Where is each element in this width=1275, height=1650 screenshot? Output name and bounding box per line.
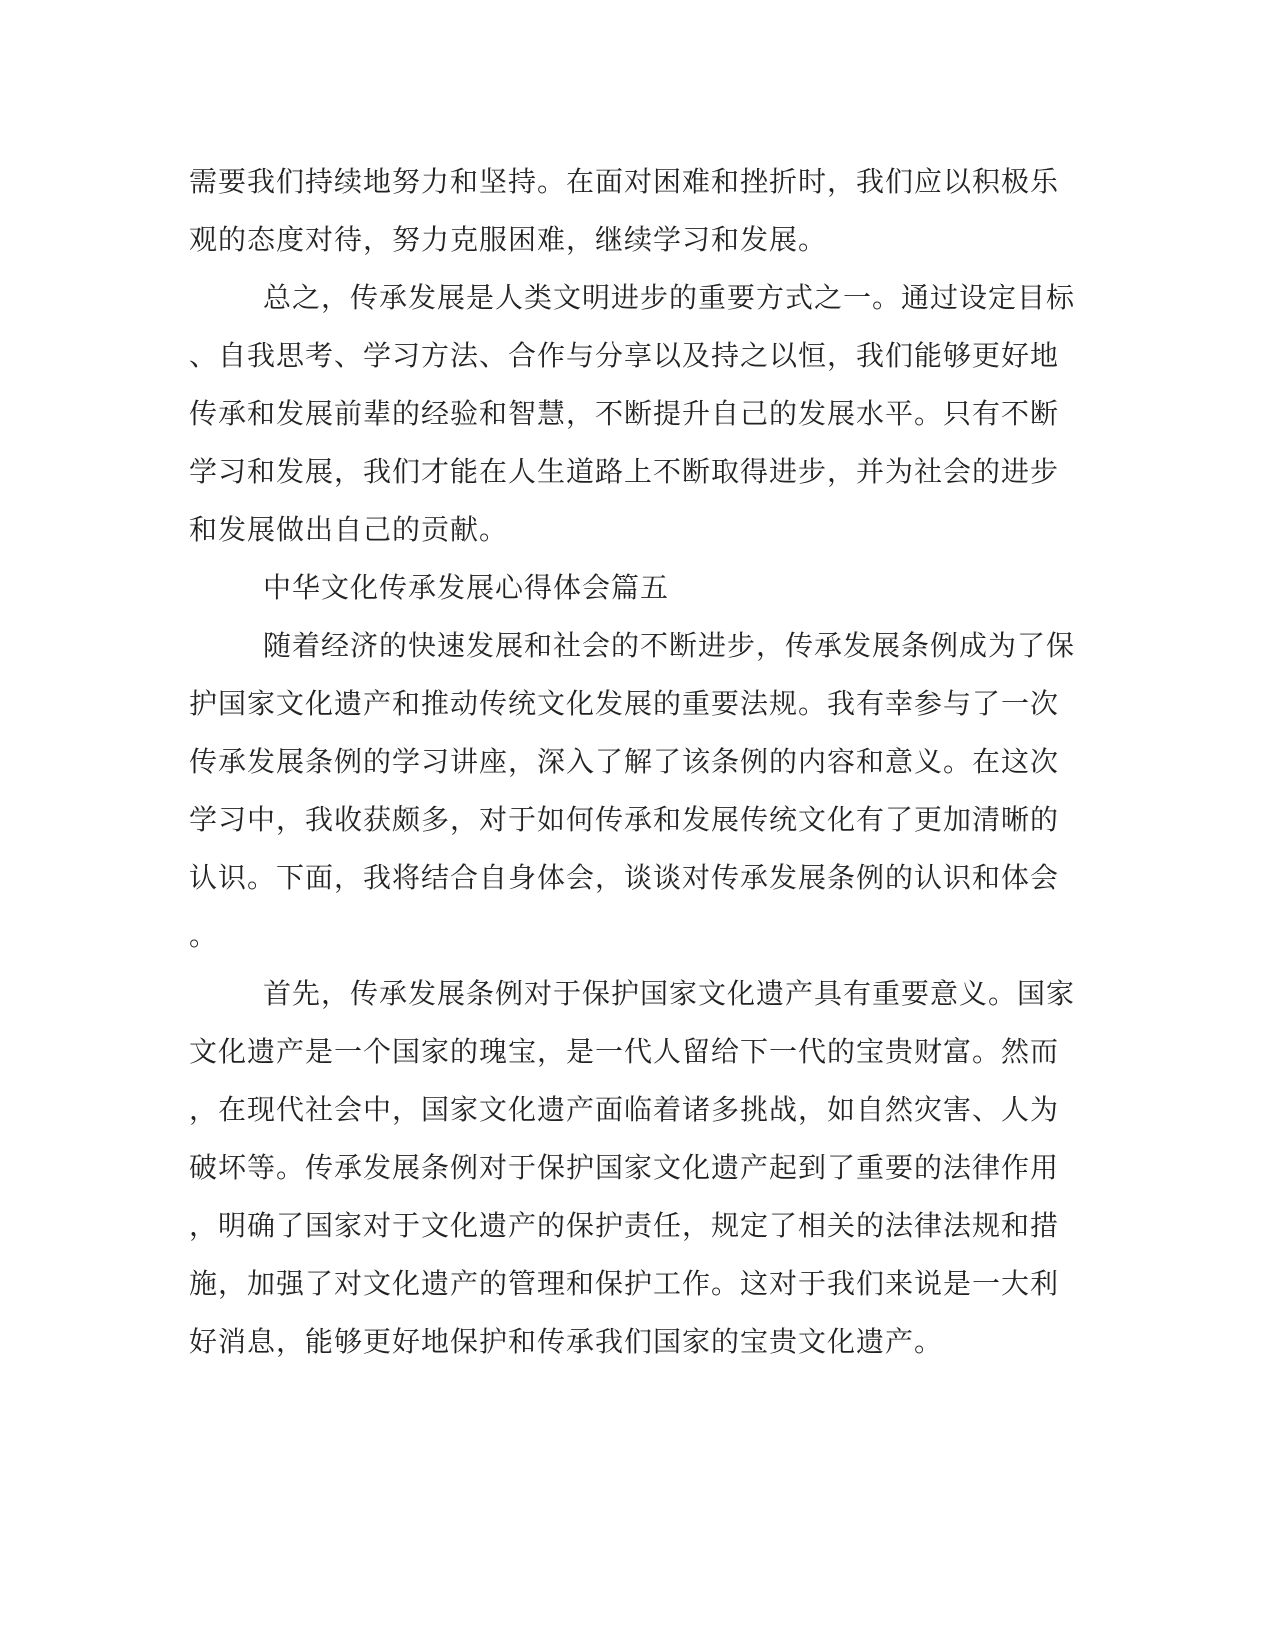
- text-line: 护国家文化遗产和推动传统文化发展的重要法规。我有幸参与了一次: [189, 687, 1060, 720]
- text-line: 和发展做出自己的贡献。: [189, 513, 509, 546]
- section-heading: 中华文化传承发展心得体会篇五: [263, 571, 670, 604]
- text-line: 传承发展条例的学习讲座，深入了解了该条例的内容和意义。在这次: [189, 745, 1060, 778]
- text-line: ，明确了国家对于文化遗产的保护责任，规定了相关的法律法规和措: [189, 1209, 1060, 1242]
- text-line: 好消息，能够更好地保护和传承我们国家的宝贵文化遗产。: [189, 1325, 944, 1358]
- paragraph-first-line: 随着经济的快速发展和社会的不断进步，传承发展条例成为了保: [263, 629, 1076, 662]
- paragraph-first-line: 首先，传承发展条例对于保护国家文化遗产具有重要意义。国家: [263, 977, 1076, 1010]
- text-line: 学习和发展，我们才能在人生道路上不断取得进步，并为社会的进步: [189, 455, 1060, 488]
- text-line: 观的态度对待，努力克服困难，继续学习和发展。: [189, 223, 828, 256]
- text-line: 施，加强了对文化遗产的管理和保护工作。这对于我们来说是一大利: [189, 1267, 1060, 1300]
- text-line: 需要我们持续地努力和坚持。在面对困难和挫折时，我们应以积极乐: [189, 165, 1060, 198]
- paragraph-first-line: 总之，传承发展是人类文明进步的重要方式之一。通过设定目标: [263, 281, 1076, 314]
- text-line: 认识。下面，我将结合自身体会，谈谈对传承发展条例的认识和体会: [189, 861, 1060, 894]
- text-line: 学习中，我收获颇多，对于如何传承和发展传统文化有了更加清晰的: [189, 803, 1060, 836]
- text-line: 破坏等。传承发展条例对于保护国家文化遗产起到了重要的法律作用: [189, 1151, 1060, 1184]
- text-line: ，在现代社会中，国家文化遗产面临着诸多挑战，如自然灾害、人为: [189, 1093, 1060, 1126]
- text-line: 文化遗产是一个国家的瑰宝，是一代人留给下一代的宝贵财富。然而: [189, 1035, 1060, 1068]
- text-line: 、自我思考、学习方法、合作与分享以及持之以恒，我们能够更好地: [189, 339, 1060, 372]
- text-line: 。: [189, 919, 219, 952]
- text-line: 传承和发展前辈的经验和智慧，不断提升自己的发展水平。只有不断: [189, 397, 1060, 430]
